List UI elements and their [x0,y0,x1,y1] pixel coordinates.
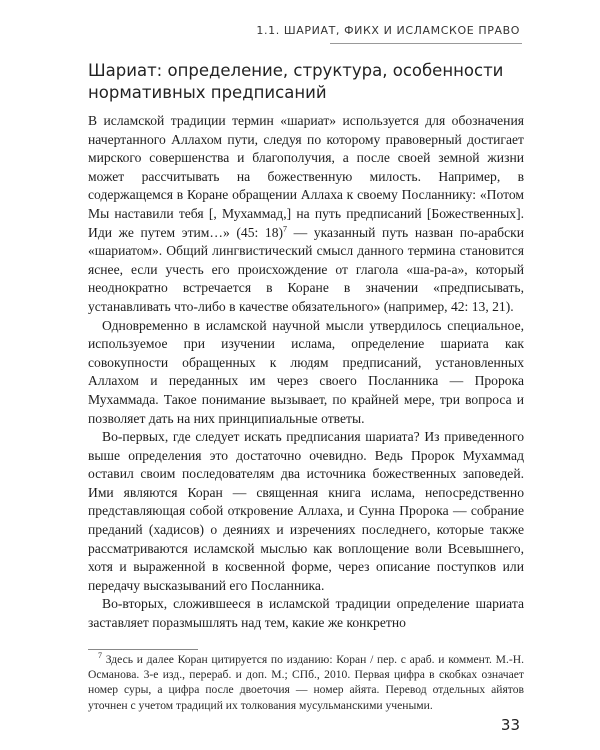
paragraph-2: Одновременно в исламской научной мысли утвердилось специальное, используемое при изучении ислама, определение шариата как совокупности обращенных к людям предписаний, установленных Аллахом и переданных им через своего Посланника — Пророка Мухаммада. Такое понимание вызывает, по крайней мере, три вопроса и позволяет дать на них принципиальные ответы. [88,317,524,426]
section-title: Шариат: определение, структура, особенности нормативных предписаний [88,61,504,102]
page-number: 33 [500,716,520,734]
footnote-rule [88,649,198,650]
running-head-rule [330,43,522,44]
footnote-reference: 7 [283,224,288,234]
footnote [88,652,524,713]
paragraph-1 [88,112,524,317]
running-head: 1.1. ШАРИАТ, ФИКХ И ИСЛАМСКОЕ ПРАВО [256,24,520,37]
paragraph-1-text-cont: — указанный путь назван по-арабски «шариатом». Общий лингвистический смысл данного термина становится яснее, если учесть его происхождение от глагола «ша-ра-а», который неоднократно встречается в Коране в значении «предписывать, устанавливать что-либо в качестве обязательного» (например, 42: 13, 21). [88,224,524,314]
paragraph-1-text: В исламской традиции термин «шариат» используется для обозначения начертанного Аллахом пути, следуя по которому правоверный достигает мирского совершенства и благополучия, а после своей земной жизни может рассчитывать на божественную милость. Например, в содержащемся в Коране обращении Аллаха к своему Посланнику: «Потом Мы наставили тебя [, Мухаммад,] на путь предписаний [Божественных]. Иди же путем этим…» (45: 18) [88,113,524,240]
body-text [88,112,524,633]
footnote-mark: 7 [98,651,102,661]
footnote-text: Здесь и далее Коран цитируется по изданию: Коран / пер. с араб. и коммент. М.-Н. Османова. 3-е изд., перераб. и доп. М.; СПб., 2010. Первая цифра в скобках означает номер суры, а цифра после двоеточия — номер айята. Перевод отдельных айятов уточнен с учетом традиций их толкования мусульманскими учеными. [88,653,524,712]
paragraph-3: Во-первых, где следует искать предписания шариата? Из приведенного выше определения это достаточно очевидно. Ведь Пророк Мухаммад оставил своим последователям два источника божественных заповедей. Ими являются Коран — священная книга ислама, непосредственно представляющая собой откровение Аллаха, и Сунна Пророка — собрание преданий (хадисов) о деяниях и изречениях последнего, которые также рассматриваются исламской мыслью как воплощение воли Всевышнего, хотя и выраженной в косвенной форме, через описание поступков или передачу высказываний его Посланника. [88,429,524,593]
paragraph-4: Во-вторых, сложившееся в исламской традиции определение шариата заставляет поразмышлять над тем, какие же конкретно [88,596,524,631]
